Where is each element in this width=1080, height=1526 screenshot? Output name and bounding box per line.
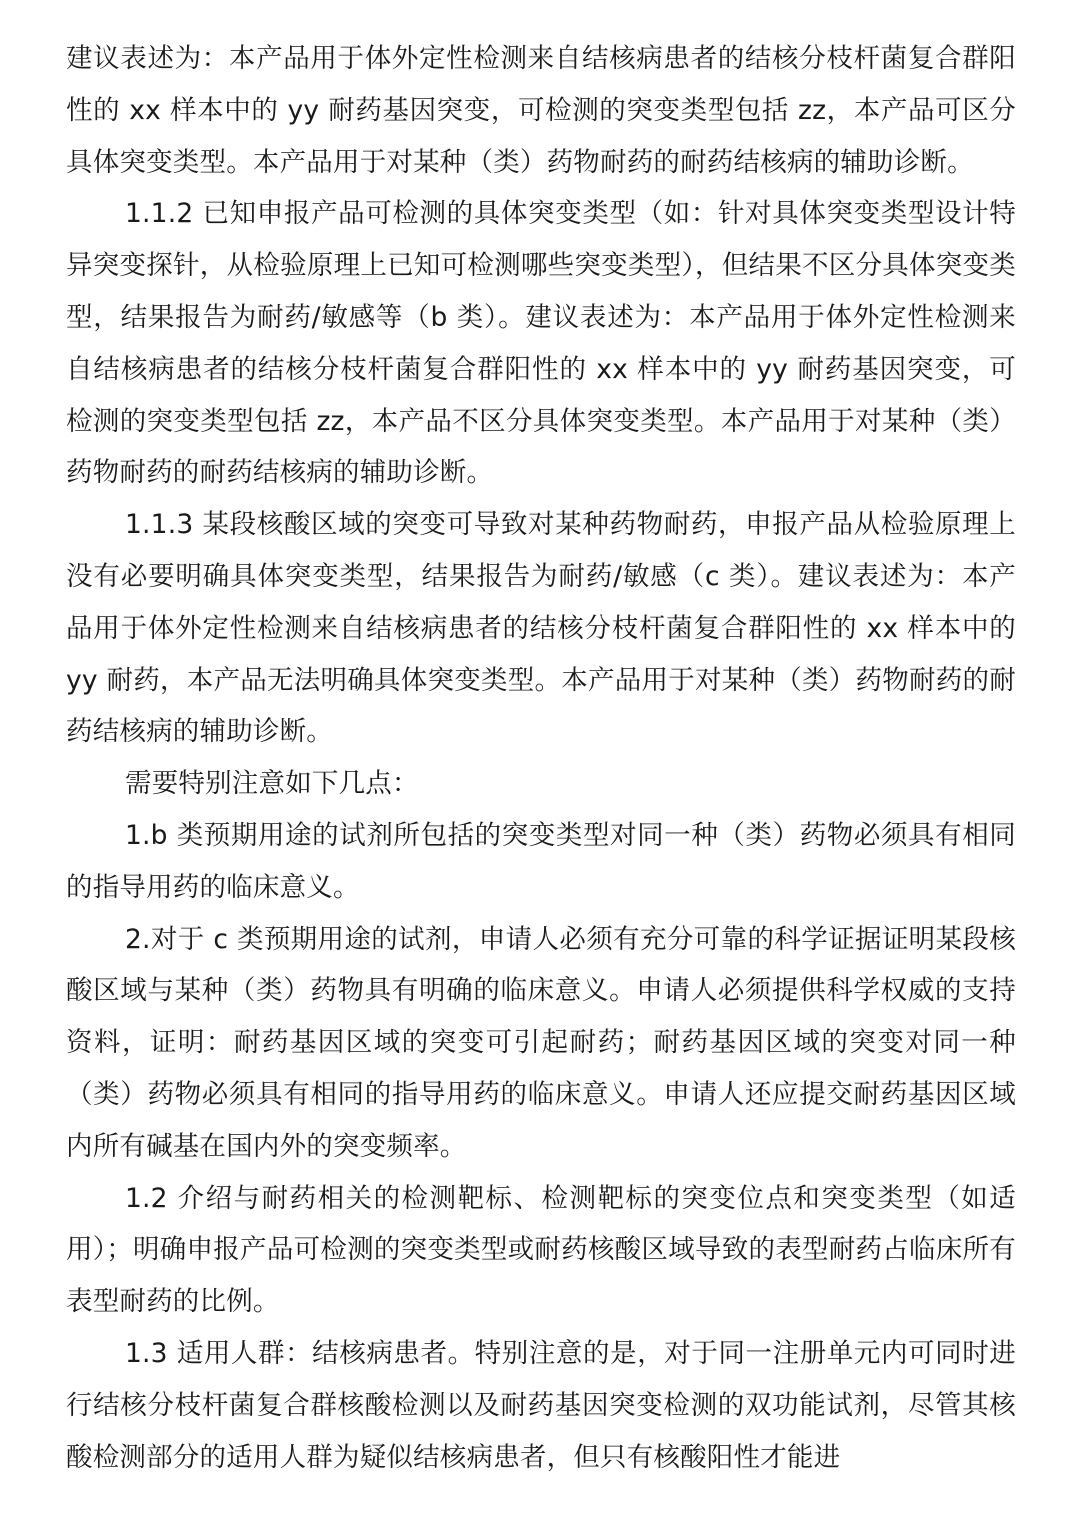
paragraph-recommended-wording-a: 建议表述为：本产品用于体外定性检测来自结核病患者的结核分枝杆菌复合群阳性的 xx 样本中的 yy 耐药基因突变，可检测的突变类型包括 zz，本产品可区分具体突变类型。本产品用于对某种（类）药物耐药的耐药结核病的辅助诊断。 xyxy=(66,43,1016,178)
paragraph-note-2: 2.对于 c 类预期用途的试剂，申请人必须有充分可靠的科学证据证明某段核酸区域与某种（类）药物具有明确的临床意义。申请人必须提供科学权威的支持资料，证明：耐药基因区域的突变可引起耐药；耐药基因区域的突变对同一种（类）药物必须具有相同的指导用药的临床意义。申请人还应提交耐药基因区域内所有碱基在国内外的突变频率。 xyxy=(66,923,1016,1162)
paragraph-1-3: 1.3 适用人群：结核病患者。特别注意的是，对于同一注册单元内可同时进行结核分枝杆菌复合群核酸检测以及耐药基因突变检测的双功能试剂，尽管其核酸检测部分的适用人群为疑似结核病患者，但只有核酸阳性才能进 xyxy=(66,1337,1016,1473)
paragraph-1-2: 1.2 介绍与耐药相关的检测靶标、检测靶标的突变位点和突变类型（如适用）；明确申报产品可检测的突变类型或耐药核酸区域导致的表型耐药占临床所有表型耐药的比例。 xyxy=(66,1182,1016,1318)
document-body xyxy=(66,33,1016,1483)
paragraph-notes-heading: 需要特别注意如下几点： xyxy=(125,768,419,800)
paragraph-1-1-3: 1.1.3 某段核酸区域的突变可导致对某种药物耐药，申报产品从检验原理上没有必要明确具体突变类型，结果报告为耐药/敏感（c 类）。建议表述为：本产品用于体外定性检测来自结核病患者的结核分枝杆菌复合群阳性的 xx 样本中的 yy 耐药，本产品无法明确具体突变类型。本产品用于对某种（类）药物耐药的耐药结核病的辅助诊断。 xyxy=(66,509,1016,748)
paragraph-1-1-2: 1.1.2 已知申报产品可检测的具体突变类型（如：针对具体突变类型设计特异突变探针，从检验原理上已知可检测哪些突变类型），但结果不区分具体突变类型，结果报告为耐药/敏感等（b 类）。建议表述为：本产品用于体外定性检测来自结核病患者的结核分枝杆菌复合群阳性的 xx 样本中的 yy 耐药基因突变，可检测的突变类型包括 zz，本产品不区分具体突变类型。本产品用于对某种（类）药物耐药的耐药结核病的辅助诊断。 xyxy=(66,198,1016,489)
paragraph-note-1: 1.b 类预期用途的试剂所包括的突变类型对同一种（类）药物必须具有相同的指导用药的临床意义。 xyxy=(66,819,1016,903)
